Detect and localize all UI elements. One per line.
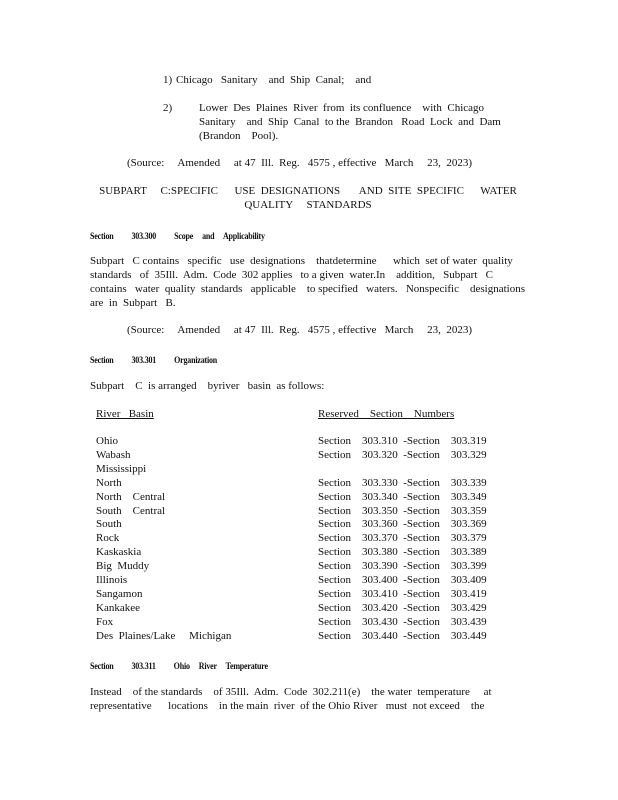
section-number-range: Section 303.440 -Section 303.449 bbox=[318, 629, 487, 642]
section-number-range: Section 303.390 -Section 303.399 bbox=[318, 560, 487, 573]
list-item-2-line-2: Sanitary and Ship Canal to the Brandon Road Lock and Dam bbox=[199, 116, 501, 128]
section-number-range: Section 303.400 -Section 303.409 bbox=[318, 574, 487, 586]
river-basin-name: Sangamon bbox=[96, 587, 143, 600]
section-number-range: Section 303.350 -Section 303.359 bbox=[318, 504, 487, 517]
list-item-1-text: Chicago Sanitary and Ship Canal; and bbox=[176, 74, 372, 86]
column-header-river-basin: River Basin bbox=[96, 408, 154, 420]
river-basin-name: Kaskaskia bbox=[96, 546, 142, 559]
section-301-heading: Section 303.301 Organization bbox=[90, 354, 218, 366]
table-row bbox=[96, 531, 496, 545]
section-number-range: Section 303.380 -Section 303.389 bbox=[318, 546, 487, 559]
section-300-body-line-3: contains water quality standards applicable to specified waters. Nonspecific designations bbox=[90, 283, 525, 295]
river-basin-name: North Central bbox=[96, 490, 166, 503]
table-row bbox=[96, 559, 496, 573]
section-number-range: Section 303.420 -Section 303.429 bbox=[318, 601, 487, 614]
section-number-range: Section 303.430 -Section 303.439 bbox=[318, 615, 487, 628]
table-row bbox=[96, 448, 496, 462]
section-300-body-line-2: standards of 35Ill. Adm. Code 302 applies to a given water.In addition, Subpart C bbox=[90, 269, 493, 281]
table-row bbox=[96, 615, 496, 629]
source-note: (Source: Amended at 47 Ill. Reg. 4575 , effective March 23, 2023) bbox=[127, 157, 472, 169]
section-311-heading: Section 303.311 Ohio River Temperature bbox=[90, 660, 268, 672]
section-number-range: Section 303.330 -Section 303.339 bbox=[318, 476, 487, 489]
river-basin-name: Rock bbox=[96, 532, 120, 545]
river-basin-name: Wabash bbox=[96, 448, 131, 461]
table-row bbox=[96, 601, 496, 615]
section-300-source: (Source: Amended at 47 Ill. Reg. 4575 , effective March 23, 2023) bbox=[127, 324, 472, 336]
river-basin-name: Kankakee bbox=[96, 601, 140, 614]
section-301-intro: Subpart C is arranged byriver basin as follows: bbox=[90, 380, 325, 392]
list-item-2-line-3: (Brandon Pool). bbox=[199, 130, 279, 142]
table-row bbox=[96, 434, 496, 448]
subpart-title-line-2: QUALITY STANDARDS bbox=[244, 199, 372, 211]
section-300-body-line-4: are in Subpart B. bbox=[90, 297, 176, 309]
river-basin-name: North bbox=[96, 476, 122, 489]
section-311-body-line-1: Instead of the standards of 35Ill. Adm. Code 302.211(e) the water temperature at bbox=[90, 686, 492, 698]
section-number-range: Section 303.320 -Section 303.329 bbox=[318, 448, 487, 461]
table-row bbox=[96, 476, 496, 490]
section-300-body-line-1: Subpart C contains specific use designations thatdetermine which set of water quality bbox=[90, 255, 513, 267]
list-number-1: 1) bbox=[163, 74, 173, 86]
table-row bbox=[96, 629, 496, 643]
subpart-title-line-1: SUBPART C:SPECIFIC USE DESIGNATIONS AND SITE SPECIFIC WATER bbox=[99, 185, 517, 197]
river-basin-name: South Central bbox=[96, 504, 166, 517]
section-number-range: Section 303.410 -Section 303.419 bbox=[318, 587, 487, 600]
section-number-range: Section 303.340 -Section 303.349 bbox=[318, 490, 487, 503]
river-basin-name: Ohio bbox=[96, 435, 118, 447]
table-row bbox=[96, 573, 496, 587]
list-number-2: 2) bbox=[163, 102, 173, 114]
river-basin-name: Des Plaines/Lake Michigan bbox=[96, 629, 232, 642]
river-basin-name: Mississippi bbox=[96, 462, 147, 475]
section-300-heading: Section 303.300 Scope and Applicability bbox=[90, 230, 265, 242]
section-number-range: Section 303.310 -Section 303.319 bbox=[318, 435, 487, 447]
river-basin-name: Fox bbox=[96, 615, 114, 628]
section-311-body-line-2: representative locations in the main river of the Ohio River must not exceed the bbox=[90, 700, 485, 712]
table-row bbox=[96, 462, 496, 476]
river-basin-name: South bbox=[96, 518, 122, 531]
column-header-section-numbers: Reserved Section Numbers bbox=[318, 408, 455, 420]
list-item-2-line-1: Lower Des Plaines River from its confluence with Chicago bbox=[199, 102, 485, 114]
table-row bbox=[96, 587, 496, 601]
table-row bbox=[96, 490, 496, 504]
table-row bbox=[96, 517, 496, 531]
section-number-range: Section 303.370 -Section 303.379 bbox=[318, 532, 487, 545]
table-row bbox=[96, 504, 496, 518]
section-number-range: Section 303.360 -Section 303.369 bbox=[318, 518, 487, 531]
river-basin-name: Big Muddy bbox=[96, 560, 150, 573]
river-basin-name: Illinois bbox=[96, 574, 128, 586]
table-row bbox=[96, 545, 496, 559]
